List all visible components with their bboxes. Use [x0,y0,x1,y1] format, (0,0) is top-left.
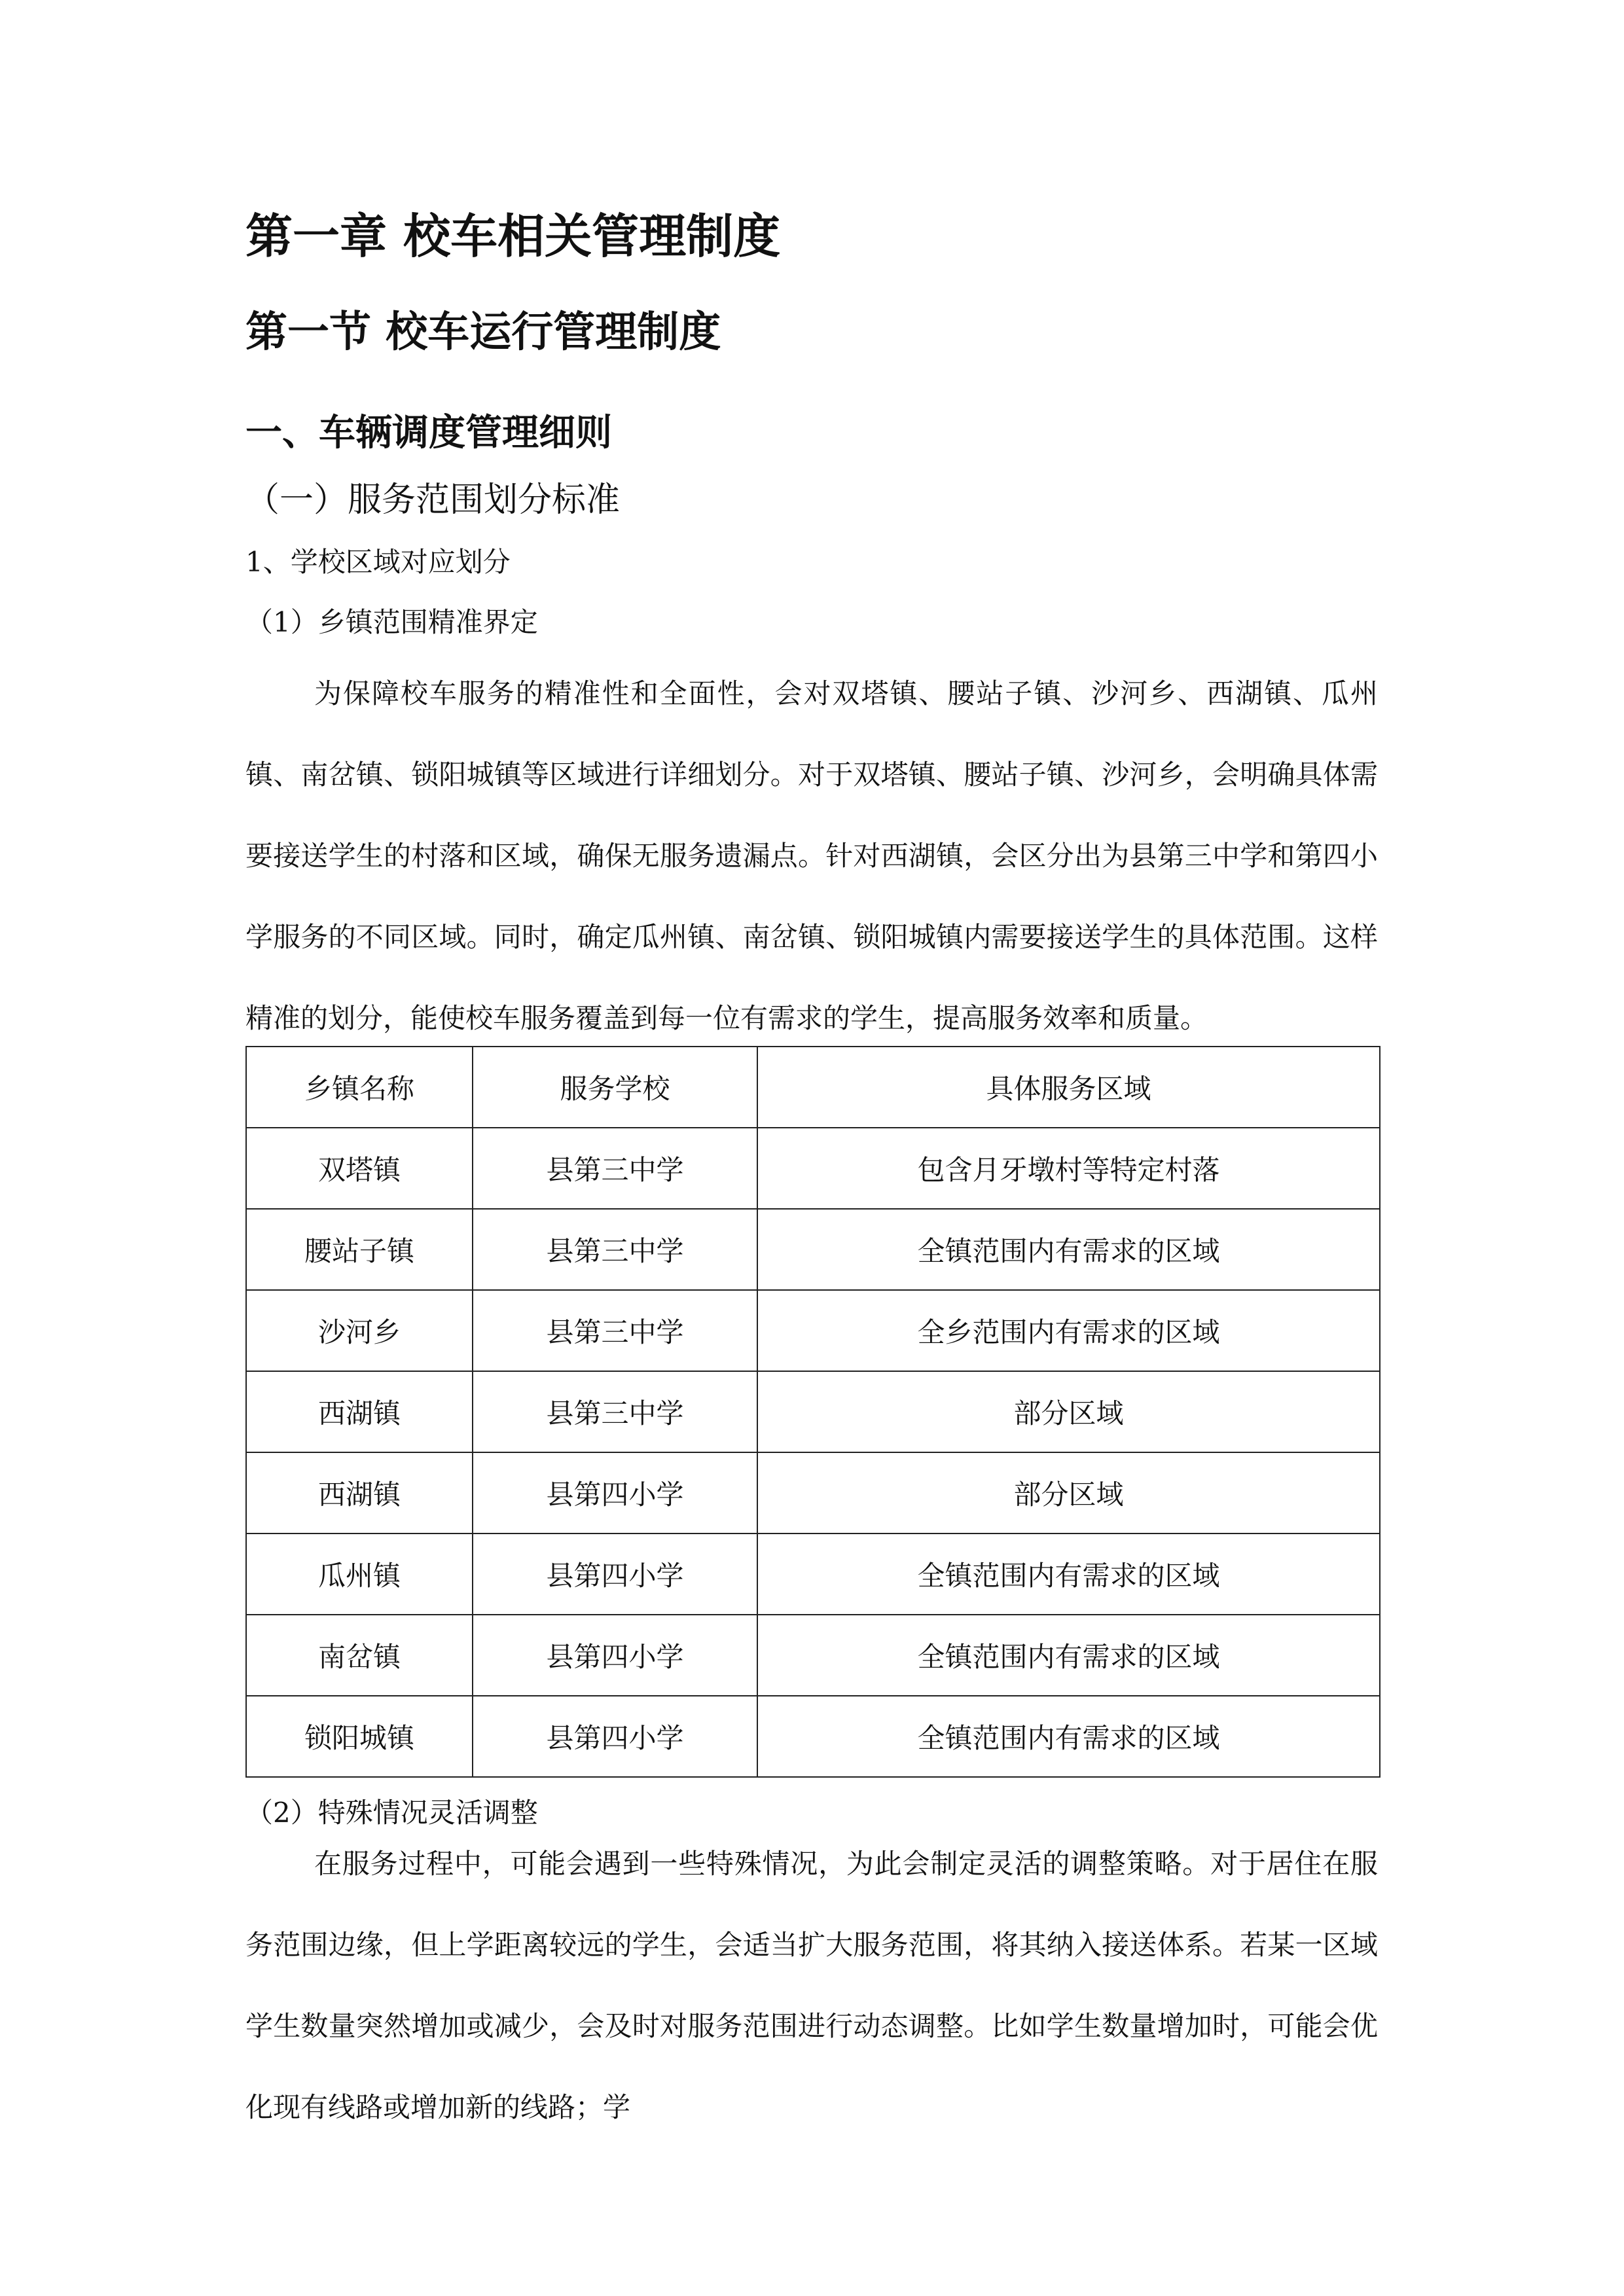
cell-area: 全镇范围内有需求的区域 [757,1534,1380,1615]
cell-town: 南岔镇 [246,1615,473,1696]
cell-area: 部分区域 [757,1452,1380,1534]
chapter-title: 第一章 校车相关管理制度 [245,209,781,264]
cell-school: 县第三中学 [473,1128,757,1209]
table-row [246,1452,1380,1534]
cell-town: 西湖镇 [246,1452,473,1534]
cell-area: 全镇范围内有需求的区域 [757,1696,1380,1777]
cell-town: 双塔镇 [246,1128,473,1209]
cell-school: 县第三中学 [473,1209,757,1290]
cell-area: 包含月牙墩村等特定村落 [757,1128,1380,1209]
cell-school: 县第四小学 [473,1534,757,1615]
cell-school: 县第四小学 [473,1696,757,1777]
level5-title: 1、学校区域对应划分 [245,546,511,578]
level4-title: （一）服务范围划分标准 [245,480,621,520]
table-header-row [246,1047,1380,1128]
cell-area: 全镇范围内有需求的区域 [757,1615,1380,1696]
table-row [246,1209,1380,1290]
section-title: 第一节 校车运行管理制度 [245,308,721,357]
cell-area: 全镇范围内有需求的区域 [757,1209,1380,1290]
cell-town: 瓜州镇 [246,1534,473,1615]
table-row [246,1534,1380,1615]
item1-paragraph: 为保障校车服务的精准性和全面性，会对双塔镇、腰站子镇、沙河乡、西湖镇、瓜州镇、南岔镇、锁阳城镇等区域进行详细划分。对于双塔镇、腰站子镇、沙河乡，会明确具体需要接送学生的村落和区域，确保无服务遗漏点。针对西湖镇，会区分出为县第三中学和第四小学服务的不同区域。同时，确定瓜州镇、南岔镇、锁阳城镇内需要接送学生的具体范围。这样精准的划分，能使校车服务覆盖到每一位有需求的学生，提高服务效率和质量。 [245,677,1378,1034]
service-range-table [245,1046,1380,1778]
cell-school: 县第四小学 [473,1615,757,1696]
cell-town: 腰站子镇 [246,1209,473,1290]
table-row [246,1371,1380,1452]
cell-school: 县第三中学 [473,1371,757,1452]
cell-town: 西湖镇 [246,1371,473,1452]
header-school: 服务学校 [473,1047,757,1128]
table-row [246,1615,1380,1696]
cell-area: 部分区域 [757,1371,1380,1452]
table-row [246,1128,1380,1209]
subsection-title: 一、车辆调度管理细则 [245,412,612,454]
table-row [246,1696,1380,1777]
header-town: 乡镇名称 [246,1047,473,1128]
table-row [246,1290,1380,1371]
item1-title: （1）乡镇范围精准界定 [245,606,538,638]
cell-town: 沙河乡 [246,1290,473,1371]
item2-paragraph: 在服务过程中，可能会遇到一些特殊情况，为此会制定灵活的调整策略。对于居住在服务范围边缘，但上学距离较远的学生，会适当扩大服务范围，将其纳入接送体系。若某一区域学生数量突然增加或减少，会及时对服务范围进行动态调整。比如学生数量增加时，可能会优化现有线路或增加新的线路；学 [245,1848,1378,2123]
cell-school: 县第四小学 [473,1452,757,1534]
cell-school: 县第三中学 [473,1290,757,1371]
service-range-table-wrapper [245,1046,1379,1778]
cell-town: 锁阳城镇 [246,1696,473,1777]
cell-area: 全乡范围内有需求的区域 [757,1290,1380,1371]
header-area: 具体服务区域 [757,1047,1380,1128]
item2-title: （2）特殊情况灵活调整 [245,1797,538,1829]
